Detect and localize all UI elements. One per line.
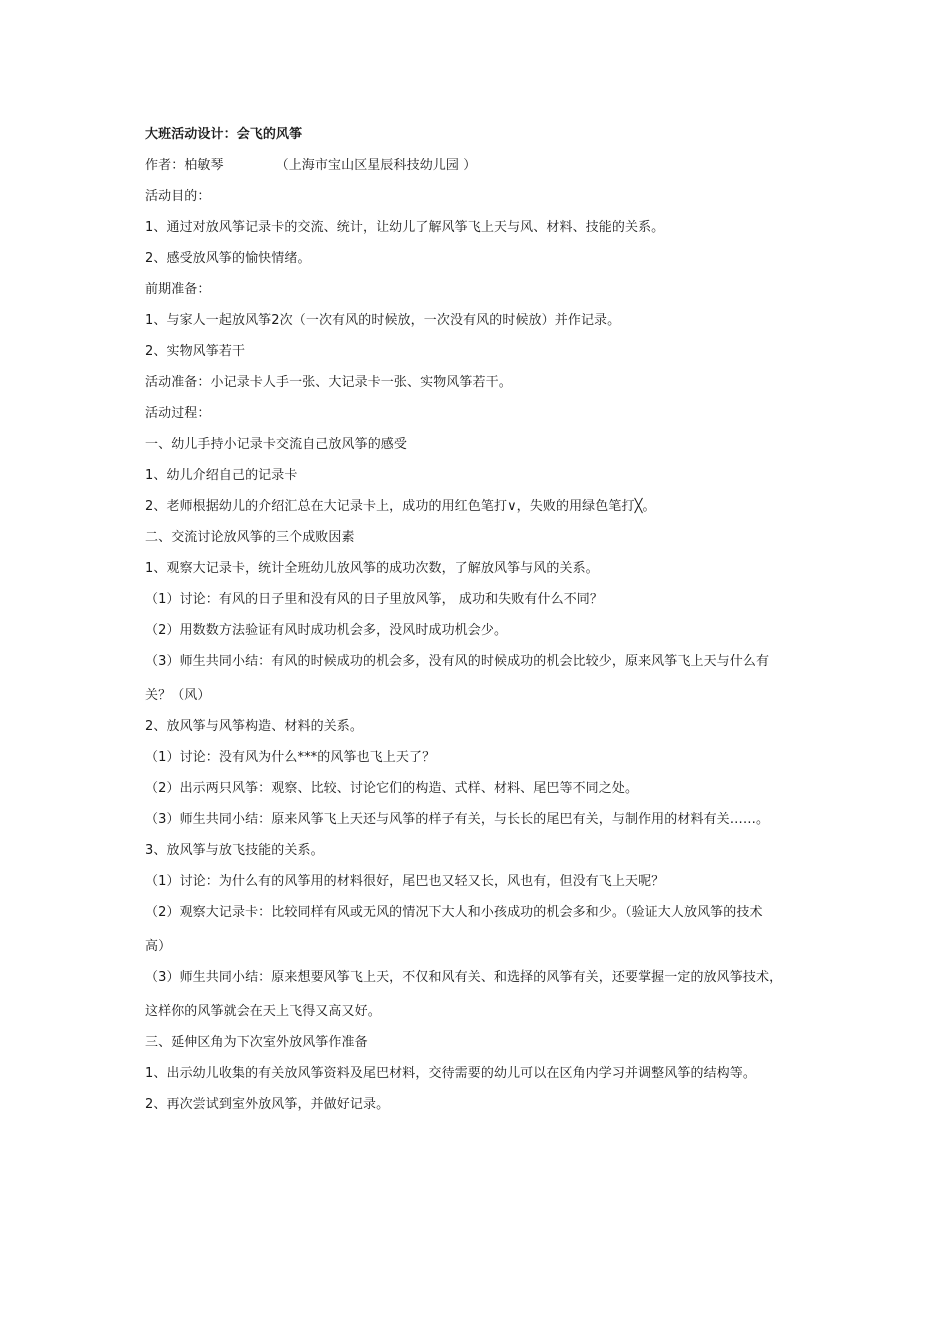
section-heading-goals: 活动目的： xyxy=(145,189,211,204)
process-part-2-item-2-sub-2: （2）出示两只风筝：观察、比较、讨论它们的构造、式样、材料、尾巴等不同之处。 xyxy=(145,781,639,796)
process-part-2-item-3: 3、放风筝与放飞技能的关系。 xyxy=(145,843,324,858)
goal-item-1: 1、通过对放风筝记录卡的交流、统计，让幼儿了解风筝飞上天与风、材料、技能的关系。 xyxy=(145,220,665,235)
process-part-1-heading: 一、幼儿手持小记录卡交流自己放风筝的感受 xyxy=(145,437,408,452)
process-part-1-item-2: 2、老师根据幼儿的介绍汇总在大记录卡上，成功的用红色笔打∨，失败的用绿色笔打╳。 xyxy=(145,499,656,514)
process-part-2-item-3-sub-3: （3）师生共同小结：原来想要风筝飞上天，不仅和风有关、和选择的风筝有关，还要掌握一定的放风筝技术， xyxy=(145,970,783,985)
author-name: 作者：柏敏琴 xyxy=(145,158,224,173)
process-part-3-heading: 三、延伸区角为下次室外放风筝作准备 xyxy=(145,1035,368,1050)
activity-materials: 活动准备：小记录卡人手一张、大记录卡一张、实物风筝若干。 xyxy=(145,375,512,390)
document-title: 大班活动设计：会飞的风筝 xyxy=(145,127,303,142)
section-heading-process: 活动过程： xyxy=(145,406,211,421)
author-line xyxy=(145,157,825,175)
process-part-2-item-3-sub-1: （1）讨论：为什么有的风筝用的材料很好，尾巴也又轻又长，风也有，但没有飞上天呢？ xyxy=(145,874,665,889)
process-part-2-item-2-sub-1: （1）讨论：没有风为什么***的风筝也飞上天了？ xyxy=(145,750,436,765)
process-part-2-heading: 二、交流讨论放风筝的三个成败因素 xyxy=(145,530,355,545)
process-part-2-item-1-sub-1: （1）讨论：有风的日子里和没有风的日子里放风筝， 成功和失败有什么不同？ xyxy=(145,592,604,607)
process-part-1-item-1: 1、幼儿介绍自己的记录卡 xyxy=(145,468,298,483)
process-part-2-item-2-sub-3: （3）师生共同小结：原来风筝飞上天还与风筝的样子有关，与长长的尾巴有关，与制作用的材料有关……。 xyxy=(145,812,770,827)
process-part-2-item-3-sub-3-cont: 这样你的风筝就会在天上飞得又高又好。 xyxy=(145,1004,381,1019)
document-body xyxy=(145,126,825,1127)
section-heading-preparation: 前期准备： xyxy=(145,282,211,297)
author-organization: （上海市宝山区星辰科技幼儿园 ） xyxy=(275,158,477,173)
goal-item-2: 2、感受放风筝的愉快情绪。 xyxy=(145,251,311,266)
preparation-item-1: 1、与家人一起放风筝2次（一次有风的时候放，一次没有风的时候放）并作记录。 xyxy=(145,313,621,328)
process-part-2-item-1-sub-3: （3）师生共同小结：有风的时候成功的机会多，没有风的时候成功的机会比较少，原来风筝飞上天与什么有 xyxy=(145,654,770,669)
process-part-2-item-1-sub-3-cont: 关？（风） xyxy=(145,688,211,703)
process-part-2-item-3-sub-2: （2）观察大记录卡：比较同样有风或无风的情况下大人和小孩成功的机会多和少。（验证大人放风筝的技术 xyxy=(145,905,763,920)
process-part-2-item-1-sub-2: （2）用数数方法验证有风时成功机会多，没风时成功机会少。 xyxy=(145,623,508,638)
process-part-2-item-3-sub-2-cont: 高） xyxy=(145,939,172,954)
preparation-item-2: 2、实物风筝若干 xyxy=(145,344,246,359)
process-part-3-item-1: 1、出示幼儿收集的有关放风筝资料及尾巴材料，交待需要的幼儿可以在区角内学习并调整风筝的结构等。 xyxy=(145,1066,756,1081)
process-part-3-item-2: 2、再次尝试到室外放风筝，并做好记录。 xyxy=(145,1097,390,1112)
process-part-2-item-2: 2、放风筝与风筝构造、材料的关系。 xyxy=(145,719,363,734)
process-part-2-item-1: 1、观察大记录卡，统计全班幼儿放风筝的成功次数，了解放风筝与风的关系。 xyxy=(145,561,599,576)
